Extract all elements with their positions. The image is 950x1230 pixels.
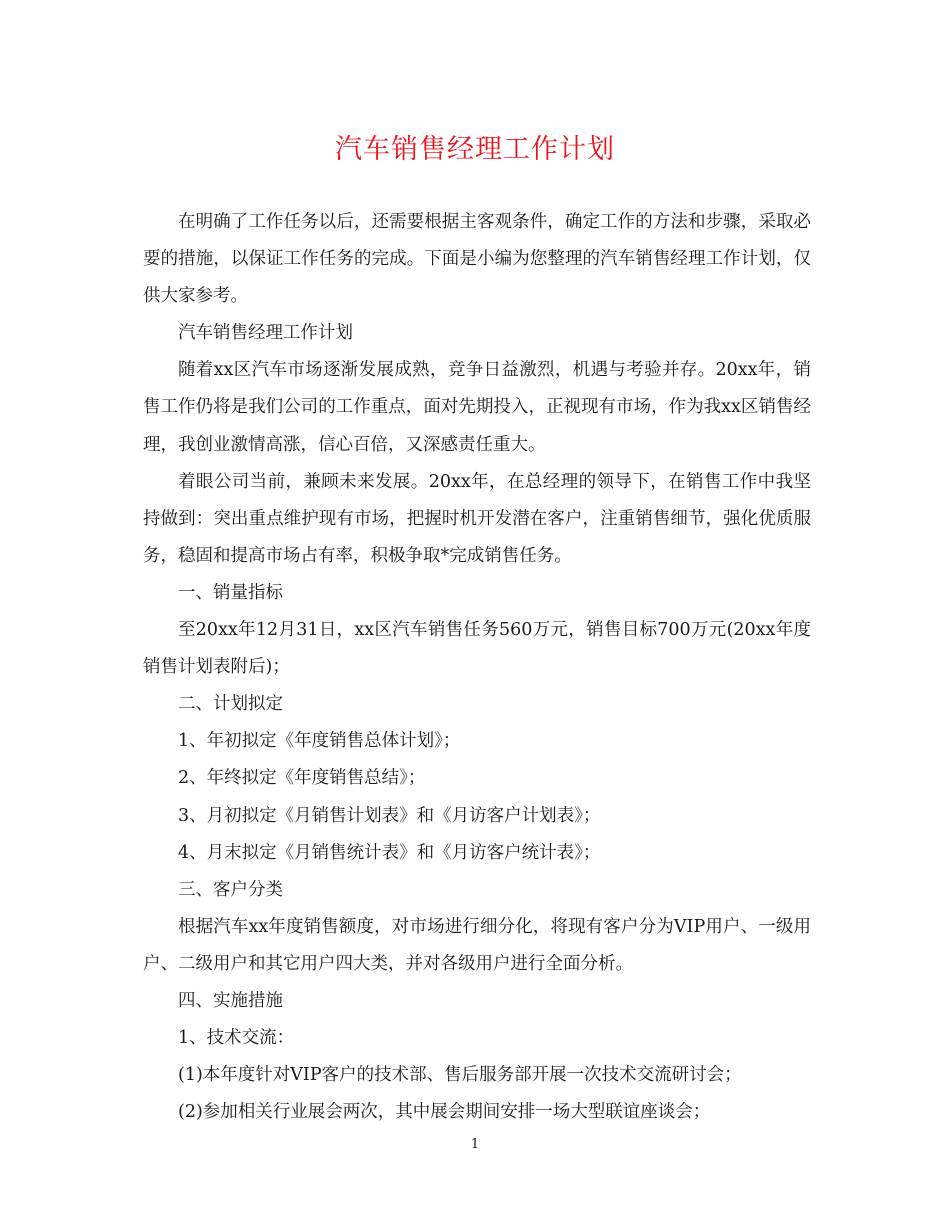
- subsection-heading-tech-exchange: 1、技术交流：: [178, 1028, 295, 1049]
- section-heading-plan-drafting: 二、计划拟定: [178, 694, 283, 715]
- list-item: 4、月末拟定《月销售统计表》和《月访客户统计表》；: [178, 842, 601, 863]
- paragraph-market: 随着xx区汽车市场逐渐发展成熟，竞争日益激烈，机遇与考验并存。20xx年，销售工作仍将是我们公司的工作重点，面对先期投入，正视现有市场，作为我xx区销售经理，我创业激情高涨，信心百倍，又深感责任重大。: [143, 360, 811, 455]
- section-heading-sales-target: 一、销量指标: [178, 582, 283, 603]
- document-title: 汽车销售经理工作计划: [335, 134, 615, 165]
- intro-paragraph: 在明确了工作任务以后，还需要根据主客观条件，确定工作的方法和步骤，采取必要的措施，以保证工作任务的完成。下面是小编为您整理的汽车销售经理工作计划，仅供大家参考。: [143, 212, 811, 307]
- page-number: 1: [470, 1137, 480, 1152]
- document-body: [143, 204, 811, 1131]
- list-item: 1、年初拟定《年度销售总体计划》；: [178, 731, 461, 752]
- list-item: (1)本年度针对VIP客户的技术部、售后服务部开展一次技术交流研讨会；: [178, 1065, 742, 1086]
- section-heading-customer-classification: 三、客户分类: [178, 879, 283, 900]
- paragraph-sales-target: 至20xx年12月31日，xx区汽车销售任务560万元，销售目标700万元(20xx年度销售计划表附后)；: [143, 620, 811, 678]
- paragraph-customer-classification: 根据汽车xx年度销售额度，对市场进行细分化，将现有客户分为VIP用户、一级用户、二级用户和其它用户四大类，并对各级用户进行全面分析。: [143, 916, 811, 974]
- paragraph-focus: 着眼公司当前，兼顾未来发展。20xx年，在总经理的领导下，在销售工作中我坚持做到：突出重点维护现有市场，把握时机开发潜在客户，注重销售细节，强化优质服务，稳固和提高市场占有率，积极争取*完成销售任务。: [143, 471, 811, 566]
- section-heading-plan: 汽车销售经理工作计划: [178, 323, 353, 344]
- section-heading-measures: 四、实施措施: [178, 990, 283, 1011]
- list-item: 2、年终拟定《年度销售总结》；: [178, 768, 426, 789]
- list-item: (2)参加相关行业展会两次，其中展会期间安排一场大型联谊座谈会；: [178, 1102, 711, 1123]
- list-item: 3、月初拟定《月销售计划表》和《月访客户计划表》；: [178, 805, 601, 826]
